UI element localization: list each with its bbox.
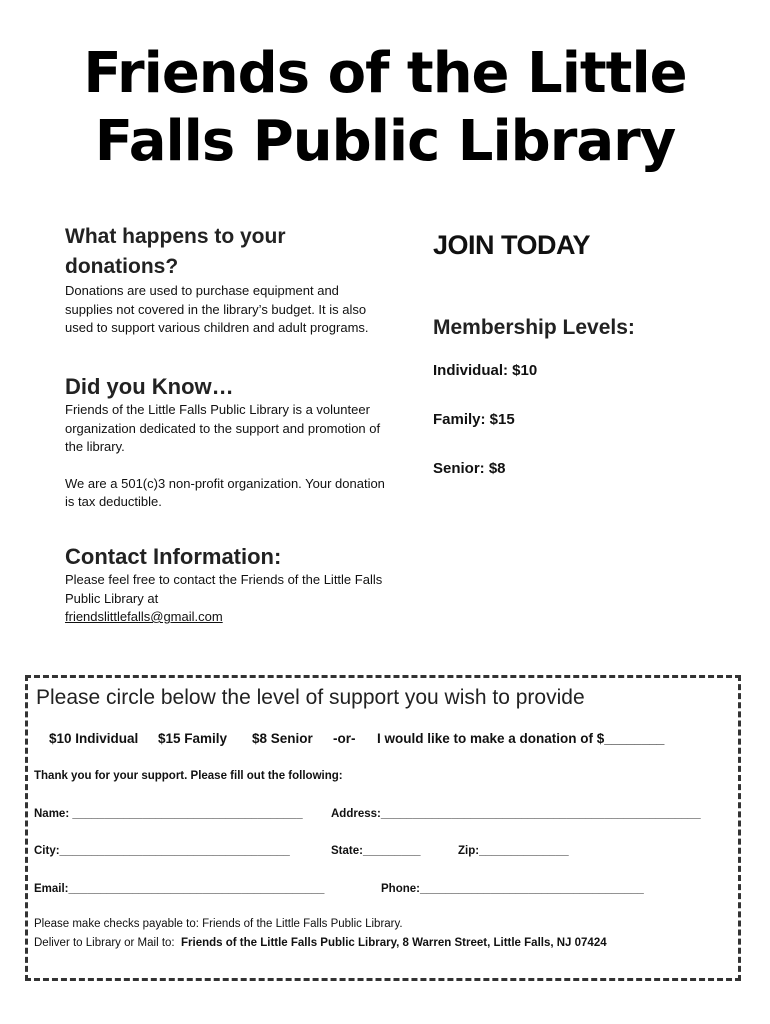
- deliver-line: [34, 937, 607, 949]
- donations-heading: What happens to your donations?: [65, 225, 286, 278]
- title-line-2: Falls Public Library: [94, 109, 676, 174]
- did-you-know-section: [65, 373, 385, 512]
- donations-text: Donations are used to purchase equipment and supplies not covered in the library’s budget. It is also used to support various children and adult programs.: [65, 283, 369, 335]
- title-line-1: Friends of the Little: [83, 41, 687, 106]
- checks-note: Please make checks payable to: Friends of the Little Falls Public Library.: [34, 918, 403, 930]
- contact-text: Please feel free to contact the Friends of the Little Falls Public Library at: [65, 572, 383, 606]
- donations-section: [65, 222, 385, 338]
- deliver-prefix: Deliver to Library or Mail to:: [34, 937, 175, 949]
- contact-section: [65, 543, 385, 627]
- membership-levels-heading: Membership Levels:: [433, 316, 635, 339]
- join-section: [433, 230, 733, 490]
- level-individual: Individual: $10: [433, 362, 538, 379]
- did-you-know-text-1: Friends of the Little Falls Public Library is a volunteer organization dedicated to the support and promotion of the library.: [65, 402, 381, 454]
- option-family[interactable]: $15 Family: [158, 731, 228, 746]
- form-title: Please circle below the level of support you wish to provide: [36, 686, 585, 709]
- state-field[interactable]: State:_________: [331, 845, 421, 857]
- email-field[interactable]: Email:________________________________________: [34, 883, 325, 895]
- did-you-know-text-2: We are a 501(c)3 non-profit organization. Your donation is tax deductible.: [65, 475, 385, 509]
- phone-field[interactable]: Phone:___________________________________: [381, 883, 644, 895]
- option-individual[interactable]: $10 Individual: [49, 731, 139, 746]
- name-field[interactable]: Name: ____________________________________: [34, 808, 303, 820]
- option-or: -or-: [333, 731, 356, 746]
- level-family: Family: $15: [433, 411, 515, 428]
- join-heading: JOIN TODAY: [433, 230, 591, 260]
- option-senior[interactable]: $8 Senior: [252, 731, 313, 746]
- did-you-know-heading: Did you Know…: [65, 374, 234, 399]
- level-senior: Senior: $8: [433, 460, 506, 477]
- deliver-address: Friends of the Little Falls Public Library, 8 Warren Street, Little Falls, NJ 07424: [181, 937, 607, 949]
- page-title: [0, 40, 770, 176]
- donation-form: [25, 675, 741, 981]
- contact-email-link[interactable]: friendslittlefalls@gmail.com: [65, 609, 223, 624]
- option-donation-amount[interactable]: I would like to make a donation of $________: [377, 731, 665, 746]
- thanks-text: Thank you for your support. Please fill out the following:: [34, 770, 343, 782]
- city-field[interactable]: City:____________________________________: [34, 845, 290, 857]
- address-field[interactable]: Address:__________________________________________________: [331, 808, 701, 820]
- zip-field[interactable]: Zip:______________: [458, 845, 569, 857]
- contact-heading: Contact Information:: [65, 544, 282, 569]
